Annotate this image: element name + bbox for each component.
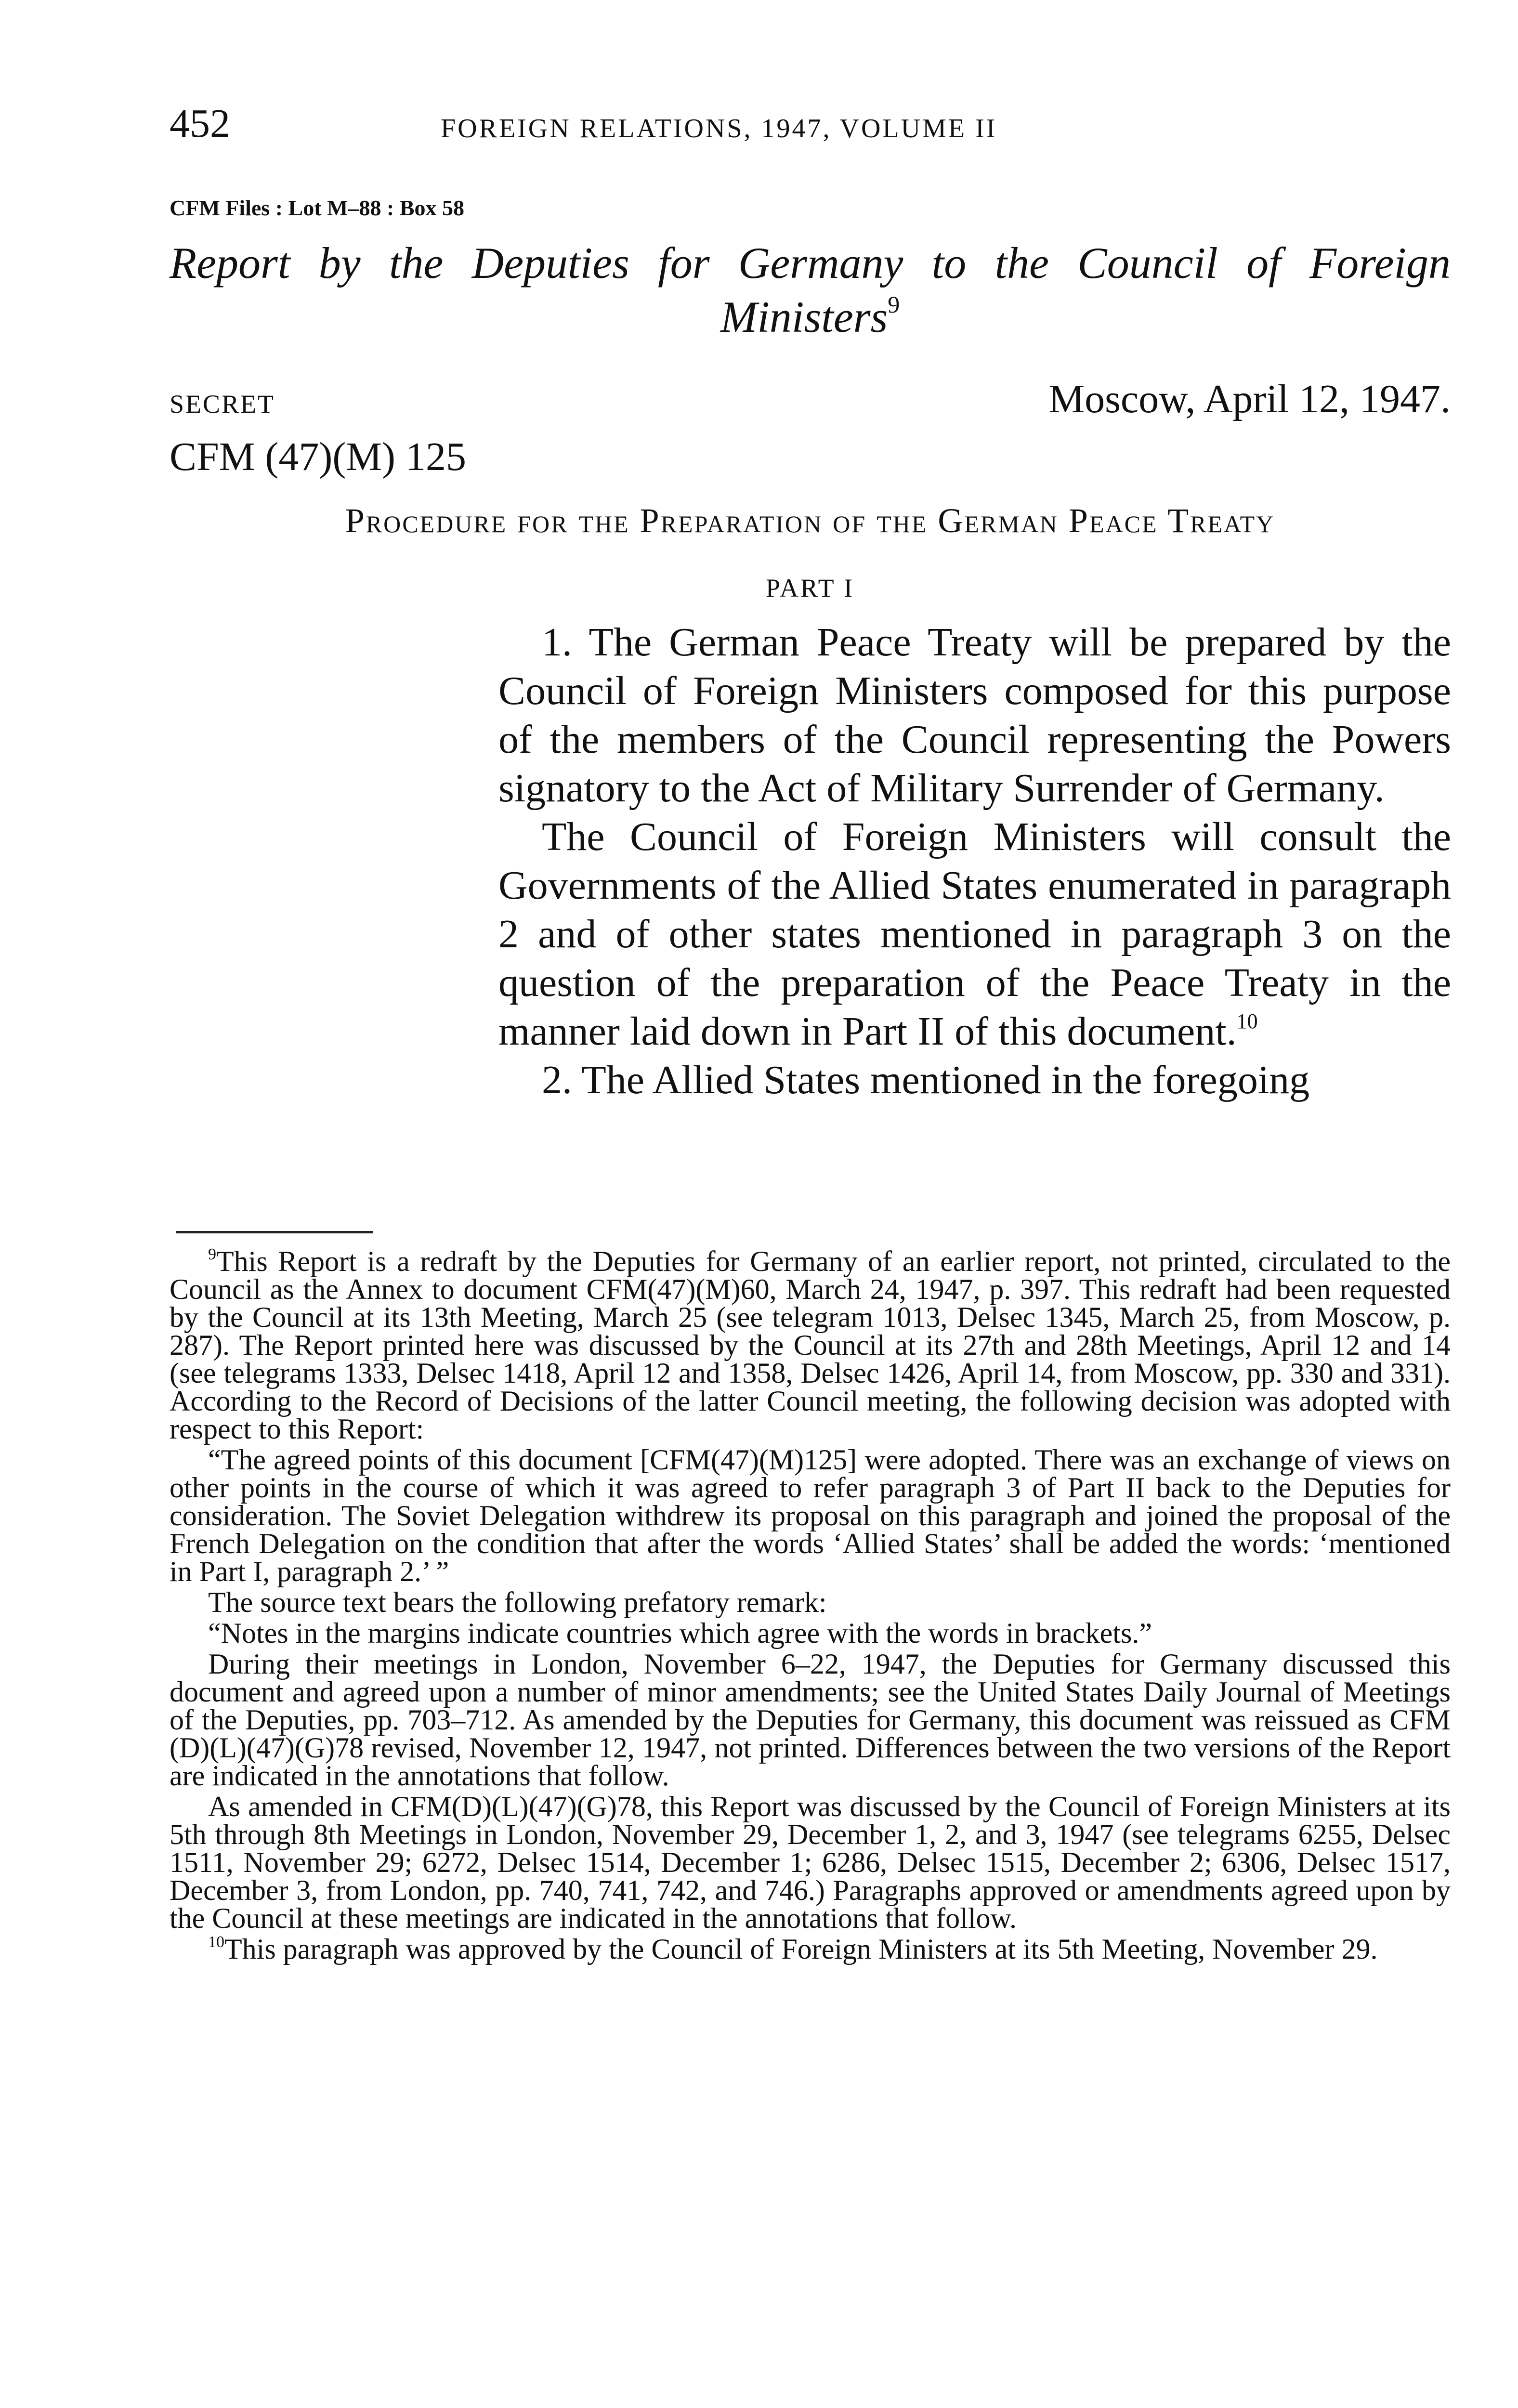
classification-label: SECRET <box>170 390 275 419</box>
page-number: 452 <box>170 101 230 146</box>
dateline: Moscow, April 12, 1947. <box>1048 377 1451 421</box>
paragraph-2: 2. The Allied States mentioned in the foregoing <box>542 1058 1310 1102</box>
procedure-heading: Procedure for the Preparation of the German Peace Treaty <box>345 501 1275 540</box>
paragraph-1-continued-text: The Council of Foreign Ministers will consult the Governments of the Allied States enumerated in paragraph 2 and of other states mentioned in paragraph 3 on the question of the preparation of the Peace Treaty in the manner laid down in Part II of this document. <box>498 814 1451 1054</box>
footnote-10-text: This paragraph was approved by the Council of Foreign Ministers at its 5th Meeting, November 29. <box>224 1933 1378 1965</box>
footnotes <box>170 1247 1451 1966</box>
footnote-ref-9: 9 <box>888 291 900 318</box>
footnote-9-margin-note: “Notes in the margins indicate countries which agree with the words in brackets.” <box>208 1617 1152 1649</box>
footnote-10-marker: 10 <box>208 1933 224 1951</box>
footnote-10 <box>170 1935 1451 1963</box>
paragraph-1: 1. The German Peace Treaty will be prepared by the Council of Foreign Ministers composed for this purpose of the members of the Council representing the Powers signatory to the Act of Military Surrender of Germany. <box>498 620 1451 811</box>
document-number: CFM (47)(M) 125 <box>170 434 467 479</box>
footnote-9-remark: The source text bears the following prefatory remark: <box>208 1586 827 1618</box>
files-reference: CFM Files : Lot M–88 : Box 58 <box>170 196 464 220</box>
paragraph-1-continued <box>498 812 1451 1056</box>
footnote-9-text: This Report is a redraft by the Deputies for Germany of an earlier report, not printed, circulated to the Council as the Annex to document CFM(47)(M)60, March 24, 1947, p. 397. This redraft had been requested by the Council at its 13th Meeting, March 25 (see telegram 1013, Delsec 1345, March 25, from Moscow, p. 287). The Report printed here was discussed by the Council at its 27th and 28th Meetings, April 12 and 14 (see telegrams 1333, Delsec 1418, April 12 and 1358, Delsec 1426, April 14, from Moscow, pp. 330 and 331). According to the Record of Decisions of the latter Council meeting, the following decision was adopted with respect to this Report: <box>170 1245 1451 1445</box>
document-title-text: Report by the Deputies for Germany to the Council of Foreign Ministers <box>170 238 1451 341</box>
document-title <box>170 236 1451 344</box>
footnote-9-amended: As amended in CFM(D)(L)(47)(G)78, this Report was discussed by the Council of Foreign Ministers at its 5th through 8th Meetings in London, November 29, December 1, 2, and 3, 1947 (see telegrams 6255, Delsec 1511, November 29; 6272, Delsec 1514, December 1; 6286, Delsec 1515, December 2; 6306, Delsec 1517, December 3, from London, pp. 740, 741, 742, and 746.) Paragraphs approved or amendments agreed upon by the Council at these meetings are indicated in the annotations that follow. <box>170 1791 1451 1934</box>
footnote-9-quote: “The agreed points of this document [CFM(47)(M)125] were adopted. There was an exchange of views on other points in the course of which it was agreed to refer paragraph 3 of Part II back to the Deputies for consideration. The Soviet Delegation withdrew its proposal on this paragraph and joined the proposal of the French Delegation on the condition that after the words ‘Allied States’ shall be added the words: ‘mentioned in Part I, paragraph 2.’ ” <box>170 1444 1451 1587</box>
footnote-ref-10: 10 <box>1236 1009 1258 1033</box>
running-title: FOREIGN RELATIONS, 1947, VOLUME II <box>441 114 997 144</box>
footnote-9 <box>170 1247 1451 1443</box>
main-text <box>498 618 1451 1104</box>
footnote-9-marker: 9 <box>208 1245 216 1263</box>
footnote-9-london-meetings: During their meetings in London, November 6–22, 1947, the Deputies for Germany discussed this document and agreed upon a number of minor amendments; see the United States Daily Journal of Meetings of the Deputies, pp. 703–712. As amended by the Deputies for Germany, this document was reissued as CFM (D)(L)(47)(G)78 revised, November 12, 1947, not printed. Differences between the two versions of the Report are indicated in the annotations that follow. <box>170 1648 1451 1792</box>
part-heading: PART I <box>765 574 855 602</box>
footnote-divider <box>176 1231 373 1233</box>
